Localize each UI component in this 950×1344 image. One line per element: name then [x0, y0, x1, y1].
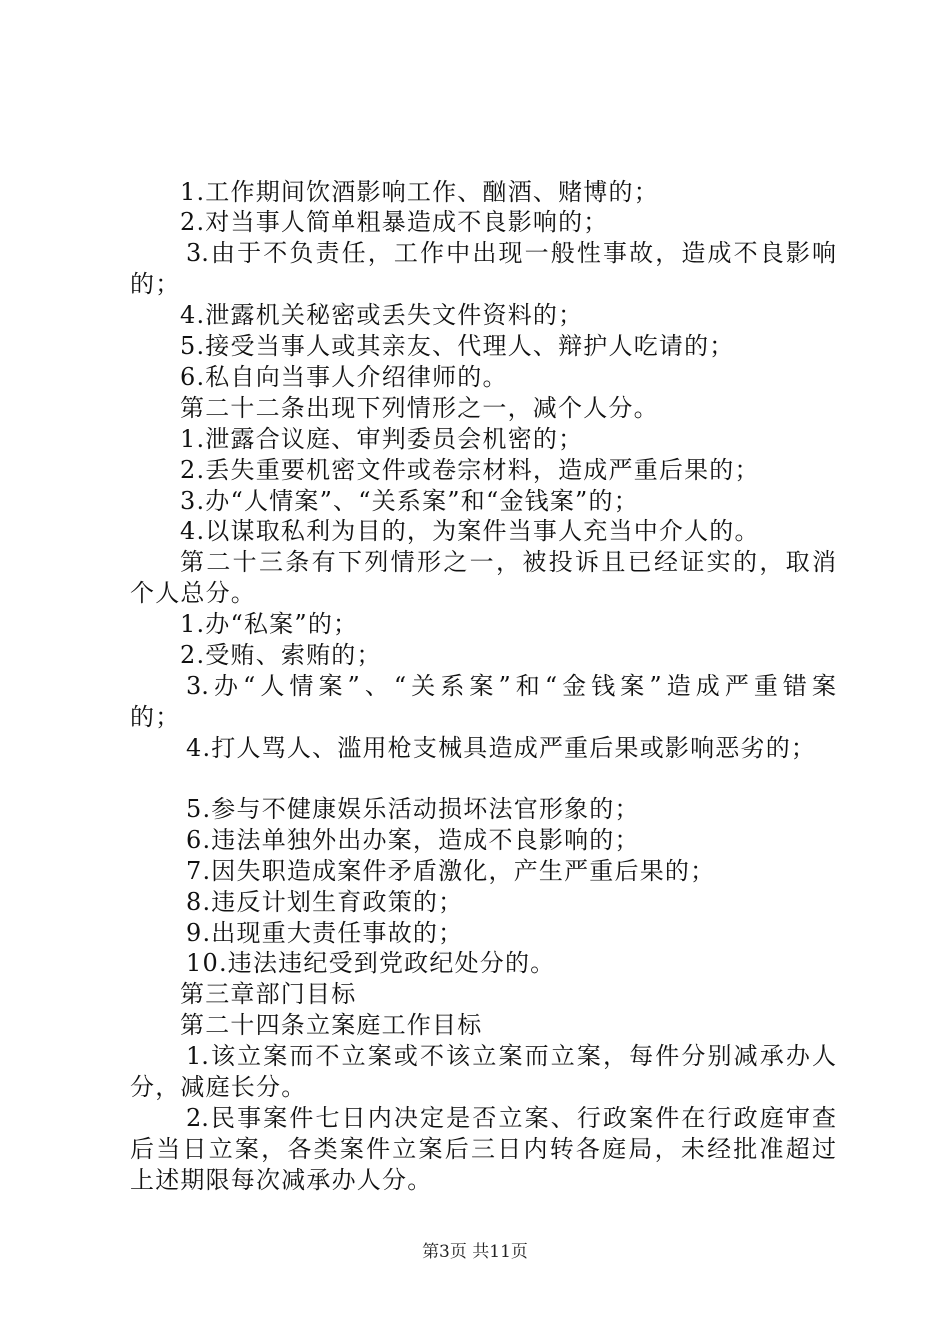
article-heading: 第二十四条立案庭工作目标 — [180, 1011, 483, 1039]
list-item: 4.打人骂人、滥用枪支械具造成严重后果或影响恶劣的； — [186, 734, 817, 762]
list-item: 7.因失职造成案件矛盾激化，产生严重后果的； — [186, 857, 716, 885]
list-item-continuation: 后当日立案，各类案件立案后三日内转各庭局，未经批准超过 — [130, 1135, 836, 1163]
list-item: 5.参与不健康娱乐活动损坏法官形象的； — [186, 795, 640, 823]
list-item: 9.出现重大责任事故的； — [186, 919, 464, 947]
list-item: 6.违法单独外出办案，造成不良影响的； — [186, 826, 640, 854]
list-item-continuation: 分，减庭长分。 — [130, 1073, 307, 1101]
list-item: 1.该立案而不立案或不该立案而立案，每件分别减承办人 — [186, 1042, 836, 1070]
list-item: 2.对当事人简单粗暴造成不良影响的； — [180, 208, 609, 236]
list-item: 4.泄露机关秘密或丢失文件资料的； — [180, 301, 584, 329]
article-heading: 第二十二条出现下列情形之一，减个人分。 — [180, 394, 659, 422]
list-item: 4.以谋取私利为目的，为案件当事人充当中介人的。 — [180, 517, 760, 545]
list-item: 2.受贿、索贿的； — [180, 641, 382, 669]
list-item: 3.由于不负责任，工作中出现一般性事故，造成不良影响 — [186, 239, 836, 267]
list-item: 3.办“人情案”、“关系案”和“金钱案”造成严重错案 — [186, 672, 836, 700]
list-item-continuation: 的； — [130, 703, 181, 731]
list-item: 5.接受当事人或其亲友、代理人、辩护人吃请的； — [180, 332, 735, 360]
list-item: 1.办“私案”的； — [180, 610, 359, 638]
list-item: 6.私自向当事人介绍律师的。 — [180, 363, 508, 391]
list-item-continuation: 上述期限每次减承办人分。 — [130, 1166, 433, 1194]
article-heading-continuation: 个人总分。 — [130, 579, 256, 607]
chapter-heading: 第三章部门目标 — [180, 980, 357, 1008]
list-item: 1.泄露合议庭、审判委员会机密的； — [180, 425, 584, 453]
list-item-continuation: 的； — [130, 270, 181, 298]
list-item: 10.违法违纪受到党政纪处分的。 — [186, 949, 556, 977]
list-item: 2.丢失重要机密文件或卷宗材料，造成严重后果的； — [180, 456, 760, 484]
list-item: 3.办“人情案”、“关系案”和“金钱案”的； — [180, 487, 639, 515]
list-item: 1.工作期间饮酒影响工作、酗酒、赌博的； — [180, 178, 659, 206]
list-item: 8.违反计划生育政策的； — [186, 888, 464, 916]
article-heading: 第二十三条有下列情形之一，被投诉且已经证实的，取消 — [180, 548, 836, 576]
list-item: 2.民事案件七日内决定是否立案、行政案件在行政庭审查 — [186, 1104, 836, 1132]
page-number: 第3页 共11页 — [422, 1242, 528, 1262]
